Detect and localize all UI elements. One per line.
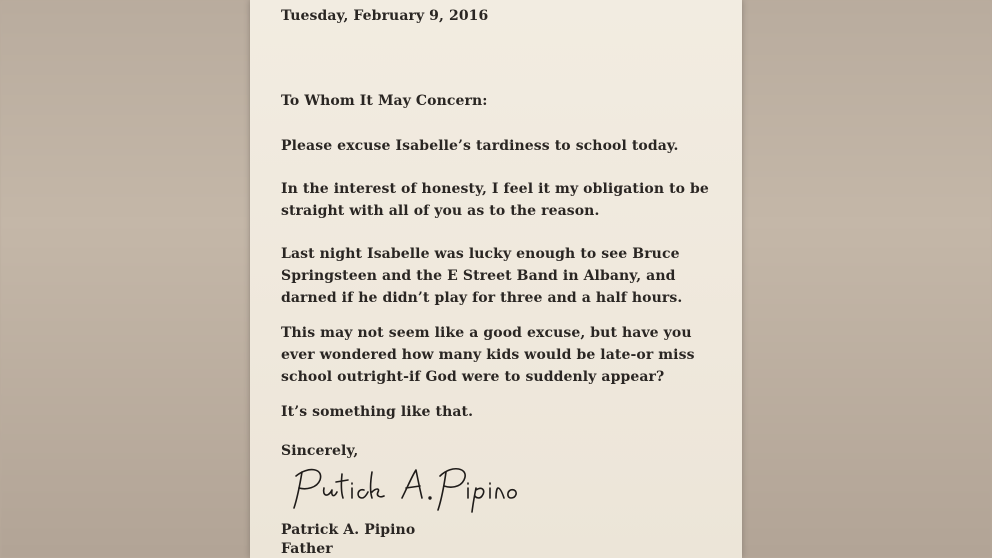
paragraph-3-line-1: Last night Isabelle was lucky enough to see Bruce — [281, 246, 680, 262]
paragraph-2-line-1: In the interest of honesty, I feel it my obligation to be — [281, 181, 709, 197]
paragraph-2-line-2: straight with all of you as to the reason. — [281, 203, 600, 219]
closing: Sincerely, — [281, 443, 359, 459]
paragraph-3-line-3: darned if he didn’t play for three and a half hours. — [281, 290, 683, 306]
paragraph-5-line-1: It’s something like that. — [281, 404, 474, 420]
signer-title: Father — [281, 541, 333, 557]
blurred-background-left — [0, 0, 250, 558]
letter-date: Tuesday, February 9, 2016 — [281, 8, 489, 24]
letter-paper — [250, 0, 742, 558]
signer-name: Patrick A. Pipino — [281, 522, 416, 538]
paragraph-1-line-1: Please excuse Isabelle’s tardiness to school today. — [281, 138, 679, 154]
paragraph-4-line-2: ever wondered how many kids would be late-or miss — [281, 347, 695, 363]
salutation: To Whom It May Concern: — [281, 93, 488, 109]
handwritten-signature — [290, 458, 520, 514]
paragraph-4-line-1: This may not seem like a good excuse, but have you — [281, 325, 692, 341]
paragraph-3-line-2: Springsteen and the E Street Band in Albany, and — [281, 268, 676, 284]
blurred-background-right — [742, 0, 992, 558]
paragraph-4-line-3: school outright-if God were to suddenly appear? — [281, 369, 665, 385]
